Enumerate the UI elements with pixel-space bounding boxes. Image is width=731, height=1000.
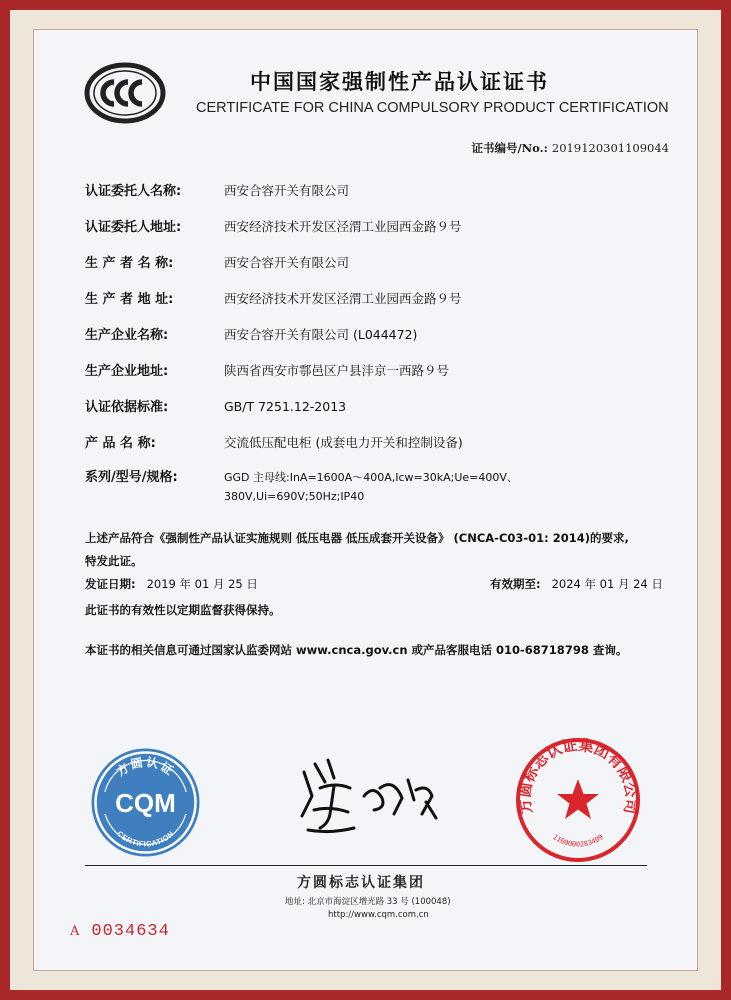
field-label: 认证委托人名称:: [85, 184, 182, 199]
ccc-logo-icon: [84, 62, 166, 124]
cqm-main-text: CQM: [115, 788, 176, 818]
statement-line1: 上述产品符合《强制性产品认证实施规则 低压电器 低压成套开关设备》 (CNCA-C03-01: 2014)的要求,: [85, 531, 629, 545]
field-label: 认证依据标准:: [85, 400, 169, 415]
query-note: 本证书的相关信息可通过国家认监委网站 www.cnca.gov.cn 或产品客服电话 010-68718798 查询。: [85, 643, 628, 657]
svg-text:1100000283409: [551, 833, 604, 849]
field-value: 陕西省西安市鄠邑区户县沣京一西路９号: [224, 363, 450, 378]
footer-divider: [85, 865, 647, 866]
title-english: CERTIFICATE FOR CHINA COMPULSORY PRODUCT CERTIFICATION: [196, 100, 669, 116]
field-row: [85, 252, 349, 271]
expiry-date: [490, 576, 663, 592]
serial-number: [70, 922, 170, 941]
cqm-logo-icon: [88, 745, 203, 860]
field-label: 认证委托人地址:: [85, 220, 182, 235]
field-row: [85, 324, 417, 343]
field-label: 生 产 者 地 址:: [85, 292, 174, 307]
field-value: 西安合容开关有限公司: [224, 183, 350, 198]
field-label: 生 产 者 名 称:: [85, 256, 174, 271]
expiry-date-label: 有效期至:: [490, 577, 541, 591]
field-value: 西安合容开关有限公司 (L044472): [224, 327, 418, 342]
field-value: 西安经济技术开发区泾渭工业园西金路９号: [224, 219, 462, 234]
field-label: 产 品 名 称:: [85, 436, 156, 451]
seal-text: 方圆标志认证集团有限公司: [515, 735, 641, 816]
field-row: [85, 396, 346, 415]
footer-organization: 方圆标志认证集团: [297, 875, 425, 891]
field-row: [85, 288, 462, 307]
field-value: 交流低压配电柜 (成套电力开关和控制设备): [224, 435, 463, 450]
certificate-number-label: 证书编号/No.:: [471, 141, 548, 155]
field-value: 西安合容开关有限公司: [224, 255, 350, 270]
company-seal-icon: [513, 735, 643, 865]
issue-date-value: 2019 年 01 月 25 日: [146, 577, 258, 591]
field-row: [85, 360, 449, 379]
field-value: GB/T 7251.12-2013: [224, 399, 347, 414]
model-value-line2: 380V,Ui=690V;50Hz;IP40: [224, 490, 365, 503]
model-row-continued: [85, 489, 364, 504]
title-chinese: 中国国家强制性产品认证证书: [250, 70, 549, 94]
statement-line2: 特发此证。: [85, 554, 143, 568]
issue-date-label: 发证日期:: [85, 577, 136, 591]
cqm-bottom-text: CERTIFICATION: [115, 829, 176, 849]
certificate-number: [471, 140, 669, 156]
footer-address: 地址: 北京市海淀区增光路 33 号 (100048): [285, 897, 451, 907]
issue-date: [85, 576, 258, 592]
field-value: 西安经济技术开发区泾渭工业园西金路９号: [224, 291, 462, 306]
model-value-line1: GGD 主母线:InA=1600A～400A,Icw=30kA;Ue=400V、: [224, 471, 518, 484]
field-row: [85, 216, 462, 235]
serial-number-value: 0034634: [91, 922, 170, 941]
field-label: 生产企业地址:: [85, 364, 169, 379]
certificate-number-value: 2019120301109044: [551, 141, 669, 155]
footer-website: http://www.cqm.com.cn: [328, 910, 429, 920]
signature-image: [290, 752, 450, 842]
serial-prefix: A: [70, 924, 80, 939]
expiry-date-value: 2024 年 01 月 24 日: [551, 577, 663, 591]
field-label: 生产企业名称:: [85, 328, 169, 343]
seal-number: 1100000283409: [551, 833, 605, 849]
field-row: [85, 432, 463, 451]
validity-note: 此证书的有效性以定期监督获得保持。: [85, 603, 281, 617]
field-row: [85, 180, 349, 199]
cqm-top-text: 方圆认证: [113, 755, 178, 779]
model-label: 系列/型号/规格:: [85, 470, 178, 485]
model-row: [85, 466, 518, 485]
